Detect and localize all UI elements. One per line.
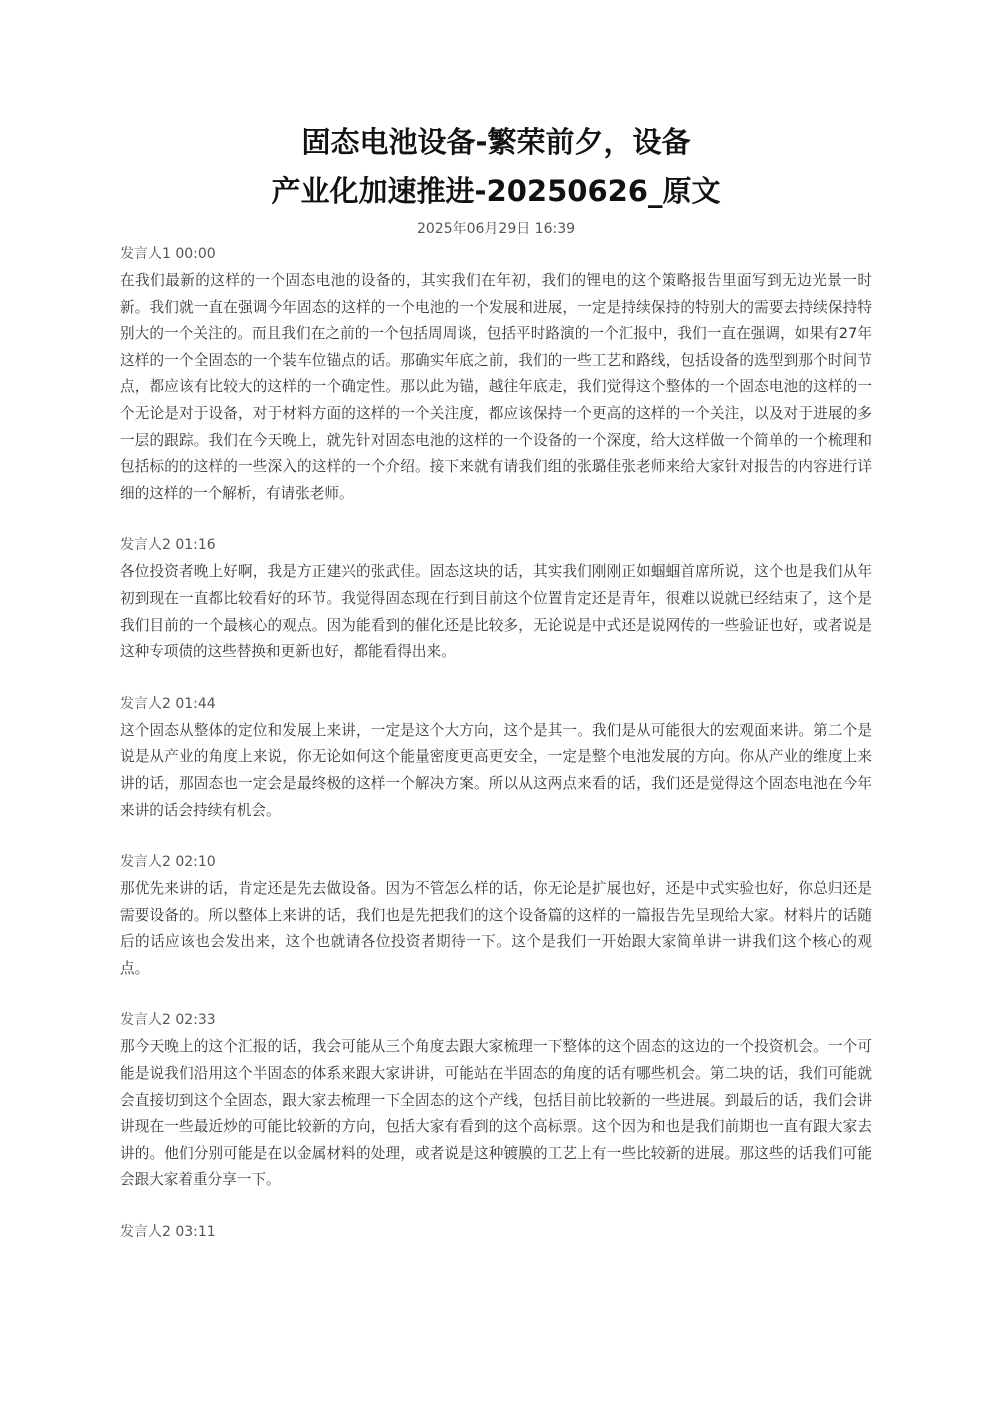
segment-text: 那今天晚上的这个汇报的话，我会可能从三个角度去跟大家梳理一下整体的这个固态的这边的一个投资机会。一个可能是说我们沿用这个半固态的体系来跟大家讲讲，可能站在半固态的角度的话有哪些机会。第二块的话，我们可能就会直接切到这个全固态，跟大家去梳理一下全固态的这个产线，包括目前比较新的一些进展。到最后的话，我们会讲讲现在一些最近炒的可能比较新的方向，包括大家有看到的这个高标票。这个因为和也是我们前期也一直有跟大家去讲的。他们分别可能是在以金属材料的处理，或者说是这种镀膜的工艺上有一些比较新的进展。那这些的话我们可能会跟大家着重分享一下。 — [120, 1038, 872, 1189]
speaker-timestamp: 发言人2 03:11 — [120, 1224, 216, 1241]
segment-text: 各位投资者晚上好啊，我是方正建兴的张武佳。固态这块的话，其实我们刚刚正如蝈蝈首席所说，这个也是我们从年初到现在一直都比较看好的环节。我觉得固态现在行到目前这个位置肯定还是青年，很难以说就已经结束了，这个是我们目前的一个最核心的观点。因为能看到的催化还是比较多，无论说是中式还是说网传的一些验证也好，或者说是这种专项债的这些替换和更新也好，都能看得出来。 — [120, 563, 872, 661]
segment-text: 这个固态从整体的定位和发展上来讲，一定是这个大方向，这个是其一。我们是从可能很大的宏观面来讲。第二个是说是从产业的角度上来说，你无论如何这个能量密度更高更安全，一定是整个电池发展的方向。你从产业的维度上来讲的话，那固态也一定会是最终极的这样一个解决方案。所以从这两点来看的话，我们还是觉得这个固态电池在今年来讲的话会持续有机会。 — [120, 721, 872, 819]
transcript-segment — [120, 694, 872, 824]
transcript-segment — [120, 535, 872, 665]
transcript-segment — [120, 244, 872, 507]
document-title — [120, 118, 872, 216]
transcript — [120, 244, 872, 1270]
speaker-timestamp: 发言人2 01:16 — [120, 537, 216, 554]
segment-text: 那优先来讲的话，肯定还是先去做设备。因为不管怎么样的话，你无论是扩展也好，还是中式实验也好，你总归还是需要设备的。所以整体上来讲的话，我们也是先把我们的这个设备篇的这样的一篇报告先呈现给大家。材料片的话随后的话应该也会发出来，这个也就请各位投资者期待一下。这个是我们一开始跟大家简单讲一讲我们这个核心的观点。 — [120, 880, 872, 977]
transcript-segment — [120, 1222, 872, 1242]
title-line-2: 产业化加速推进-20250626_原文 — [271, 174, 721, 208]
speaker-timestamp: 发言人1 00:00 — [120, 246, 216, 262]
transcript-segment — [120, 852, 872, 982]
transcript-segment — [120, 1010, 872, 1194]
speaker-timestamp: 发言人2 02:10 — [120, 854, 216, 871]
segment-text: 在我们最新的这样的一个固态电池的设备的，其实我们在年初，我们的锂电的这个策略报告里面写到无边光景一时新。我们就一直在强调今年固态的这样的一个电池的一个发展和进展，一定是持续保持的特别大的需要去持续保持特别大的一个关注的。而且我们在之前的一个包括周周谈，包括平时路演的一个汇报中，我们一直在强调，如果有27年这样的一个全固态的一个装车位锚点的话。那确实年底之前，我们的一些工艺和路线，包括设备的选型到那个时间节点，都应该有比较大的这样的一个确定性。那以此为锚，越往年底走，我们觉得这个整体的一个固态电池的这样的一个无论是对于设备，对于材料方面的这样的一个关注度，都应该保持一个更高的这样的一个关注，以及对于进展的多一层的跟踪。我们在今天晚上，就先针对固态电池的这样的一个设备的一个深度，给大这样做一个简单的一个梳理和包括标的的这样的一些深入的这样的一个介绍。接下来就有请我们组的张璐佳张老师来给大家针对报告的内容进行详细的这样的一个解析，有请张老师。 — [120, 272, 872, 502]
speaker-timestamp: 发言人2 01:44 — [120, 695, 216, 712]
speaker-timestamp: 发言人2 02:33 — [120, 1012, 216, 1029]
title-line-1: 固态电池设备-繁荣前夕，设备 — [301, 125, 691, 159]
document-date: 2025年06月29日 16:39 — [416, 221, 576, 237]
